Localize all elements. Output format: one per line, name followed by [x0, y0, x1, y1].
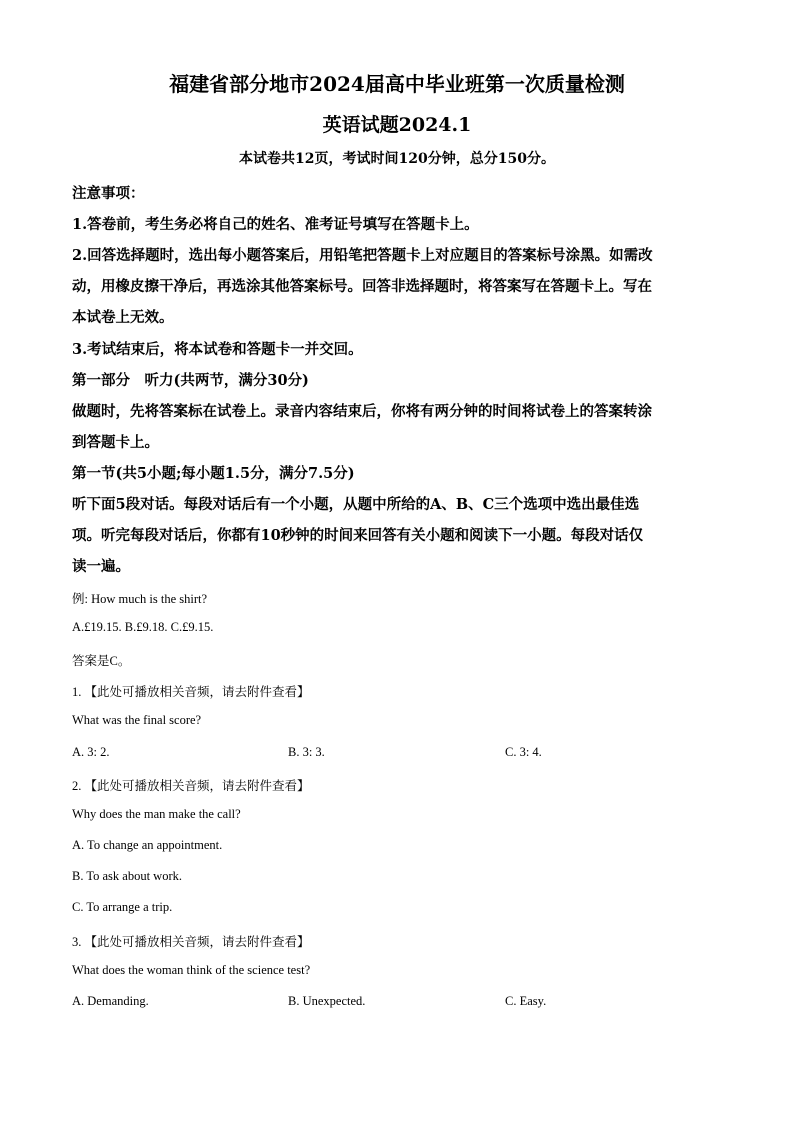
exam-title: 福建省部分地市2024届高中毕业班第一次质量检测: [169, 72, 625, 96]
question-2-option-c: C. To arrange a trip.: [72, 900, 173, 914]
section1-desc-line-3: 读一遍。: [72, 558, 130, 575]
question-1-option-c: C. 3: 4.: [505, 745, 542, 759]
part1-heading: 第一部分 听力(共两节，满分30分): [72, 372, 309, 389]
question-1-option-b: B. 3: 3.: [288, 745, 325, 759]
question-3-audio: 3. 【此处可播放相关音频，请去附件查看】: [72, 935, 310, 949]
example-answer: 答案是C。: [72, 654, 131, 668]
question-2-option-a: A. To change an appointment.: [72, 838, 223, 852]
part1-desc-line-1: 做题时，先将答案标在试卷上。录音内容结束后，你将有两分钟的时间将试卷上的答案转涂: [72, 403, 652, 420]
example-question: 例: How much is the shirt?: [72, 592, 208, 606]
notice-item-1: 1.答卷前，考生务必将自己的姓名、准考证号填写在答题卡上。: [72, 216, 479, 233]
notice-item-2-line-2: 动，用橡皮擦干净后，再选涂其他答案标号。回答非选择题时，将答案写在答题卡上。写在: [72, 278, 652, 295]
section1-desc-line-2: 项。听完每段对话后，你都有10秒钟的时间来回答有关小题和阅读下一小题。每段对话仅: [72, 527, 644, 544]
question-3-option-c: C. Easy.: [505, 994, 547, 1008]
question-2-option-b: B. To ask about work.: [72, 869, 182, 883]
question-3-text: What does the woman think of the science test?: [72, 963, 311, 977]
question-2-text: Why does the man make the call?: [72, 807, 241, 821]
notice-item-2-line-3: 本试卷上无效。: [72, 309, 174, 326]
notice-heading: 注意事项：: [72, 185, 145, 202]
question-3-option-a: A. Demanding.: [72, 994, 149, 1008]
part1-desc-line-2: 到答题卡上。: [72, 434, 159, 451]
exam-subtitle: 英语试题2024.1: [322, 114, 472, 136]
section1-heading: 第一节(共5小题;每小题1.5分，满分7.5分): [72, 465, 355, 482]
question-1-text: What was the final score?: [72, 713, 202, 727]
example-options: A.£19.15. B.£9.18. C.£9.15.: [72, 620, 214, 634]
question-3-option-b: B. Unexpected.: [288, 994, 366, 1008]
question-2-audio: 2. 【此处可播放相关音频，请去附件查看】: [72, 779, 310, 793]
section1-desc-line-1: 听下面5段对话。每段对话后有一个小题，从题中所给的A、B、C三个选项中选出最佳选: [72, 496, 640, 513]
question-1-option-a: A. 3: 2.: [72, 745, 110, 759]
notice-item-2-line-1: 2.回答选择题时，选出每小题答案后，用铅笔把答题卡上对应题目的答案标号涂黑。如需改: [72, 247, 653, 264]
question-1-audio: 1. 【此处可播放相关音频，请去附件查看】: [72, 685, 310, 699]
exam-info: 本试卷共12页，考试时间120分钟，总分150分。: [239, 151, 555, 167]
notice-item-3: 3.考试结束后，将本试卷和答题卡一并交回。: [72, 341, 363, 358]
